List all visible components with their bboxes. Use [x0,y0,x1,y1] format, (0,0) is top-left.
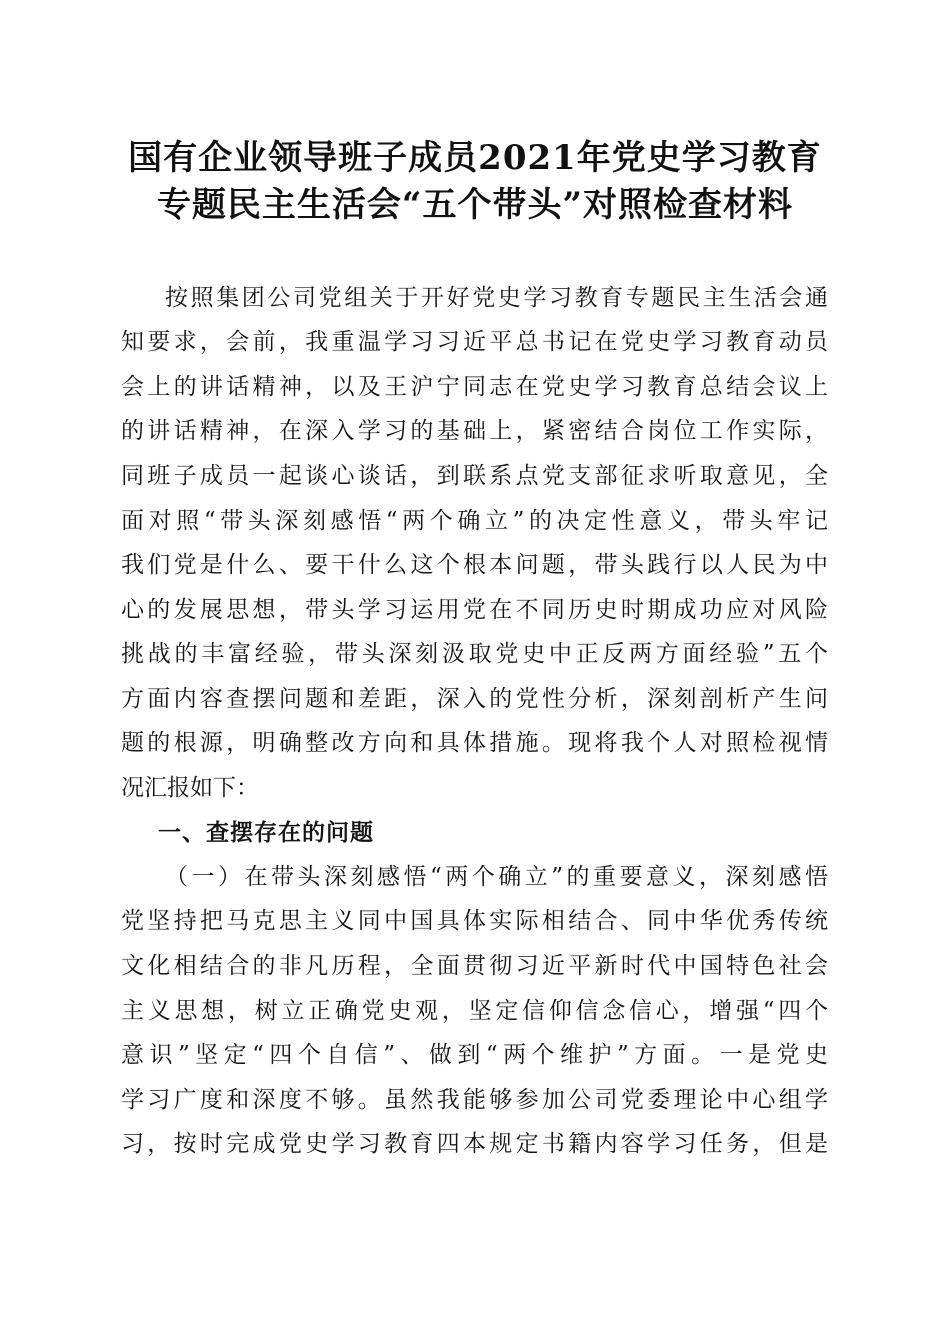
paragraph-line: 的讲话精神，在深入学习的基础上，紧密结合岗位工作实际， [121,418,828,444]
paragraph-line: 心的发展思想，带头学习运用党在不同历史时期成功应对风险 [121,597,828,623]
paragraph-line: 会上的讲话精神，以及王沪宁同志在党史学习教育总结会议上 [121,374,828,400]
paragraph-line: 挑战的丰富经验，带头深刻汲取党史中正反两方面经验”五个 [121,641,828,667]
paragraph-line: 题的根源，明确整改方向和具体措施。现将我个人对照检视情 [121,730,828,756]
paragraph-line: 按照集团公司党组关于开好党史学习教育专题民主生活会通 [165,285,828,311]
paragraph-line: 况汇报如下： [121,775,259,801]
section-heading: 一、查摆存在的问题 [158,820,374,846]
document-title-line-2: 专题民主生活会“五个带头”对照检查材料 [156,185,794,225]
paragraph-line: 主义思想，树立正确党史观，坚定信仰信念信心，增强“四个 [121,998,828,1024]
paragraph-line: 学习广度和深度不够。虽然我能够参加公司党委理论中心组学 [121,1087,828,1113]
paragraph-line: 文化相结合的非凡历程，全面贯彻习近平新时代中国特色社会 [121,953,828,979]
paragraph-line: 党坚持把马克思主义同中国具体实际相结合、同中华优秀传统 [121,908,828,934]
paragraph-line: 习，按时完成党史学习教育四本规定书籍内容学习任务，但是 [121,1131,828,1157]
paragraph-line: 知要求，会前，我重温学习习近平总书记在党史学习教育动员 [121,329,828,355]
paragraph-line: 方面内容查摆问题和差距，深入的党性分析，深刻剖析产生问 [121,686,828,712]
paragraph-line: 我们党是什么、要干什么这个根本问题，带头践行以人民为中 [121,552,828,578]
paragraph-line: 意识”坚定“四个自信”、做到“两个维护”方面。一是党史 [121,1042,828,1068]
paragraph-line: 面对照“带头深刻感悟“两个确立”的决定性意义，带头牢记 [121,508,828,534]
paragraph-line: 同班子成员一起谈心谈话，到联系点党支部征求听取意见，全 [121,463,828,489]
paragraph-line: （一）在带头深刻感悟“两个确立”的重要意义，深刻感悟 [165,864,828,890]
document-title-line-1: 国有企业领导班子成员2021年党史学习教育 [128,138,822,178]
